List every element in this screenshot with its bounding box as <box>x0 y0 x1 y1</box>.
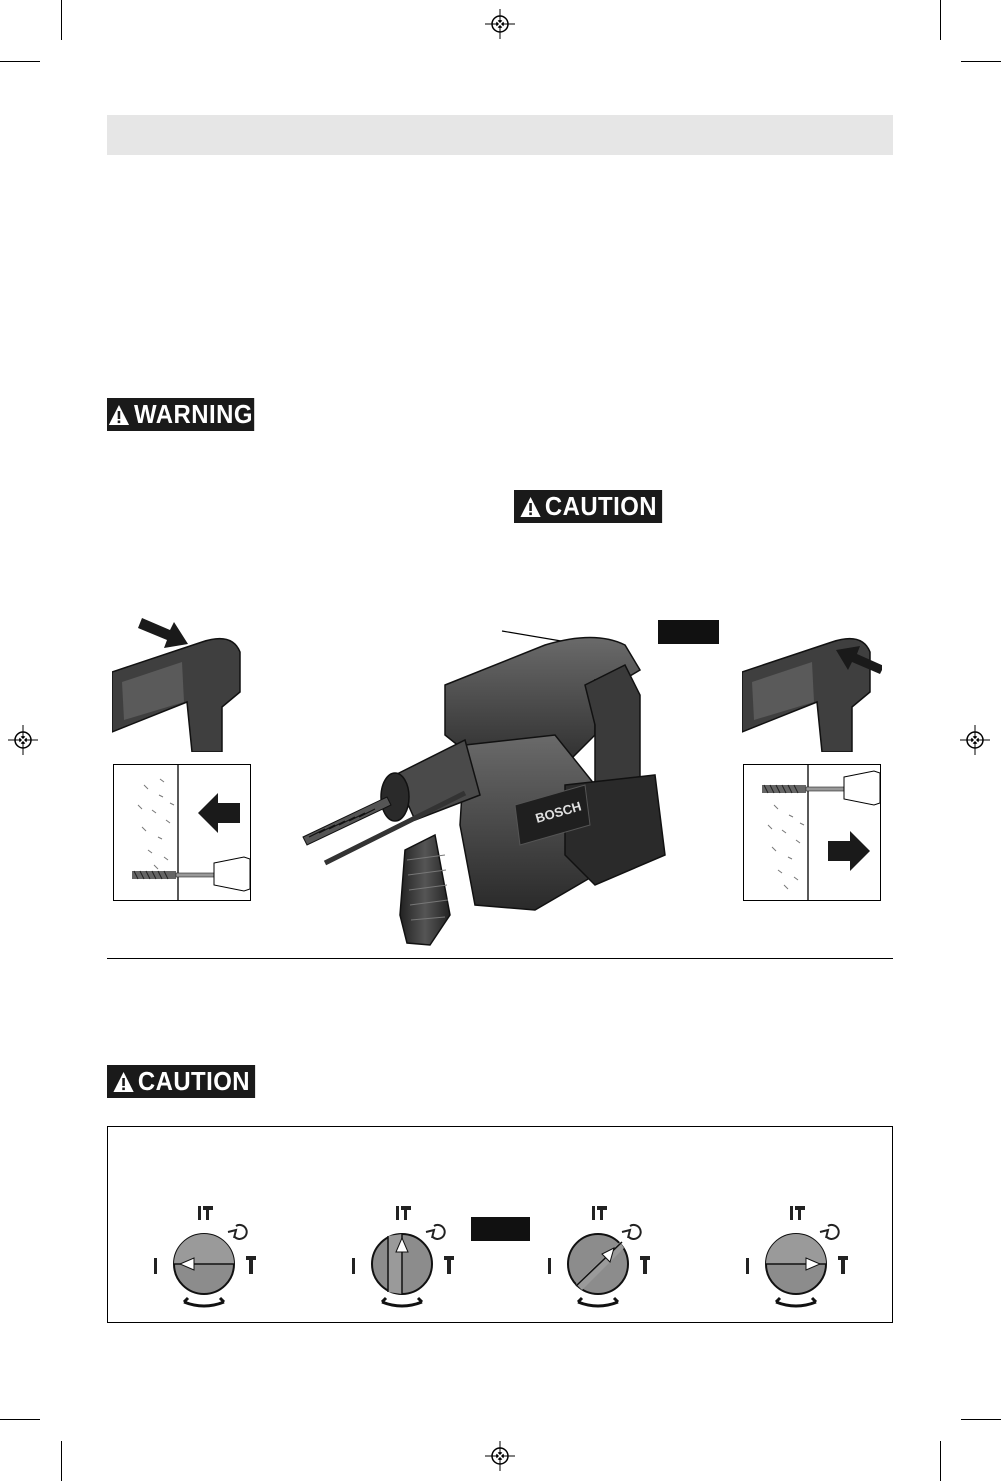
crop-mark <box>940 0 941 40</box>
warning-label: WARNING <box>134 399 253 429</box>
section-divider <box>107 958 893 959</box>
warning-triangle-icon <box>519 496 541 518</box>
crop-mark <box>961 61 1001 62</box>
rotation-icon <box>426 1225 445 1239</box>
mode-selector-dial-vario-lock <box>542 1198 662 1312</box>
caution-signal-word <box>107 1065 255 1098</box>
caution-signal-word <box>514 490 662 523</box>
drill-bit-icon <box>154 1258 157 1274</box>
chisel-icon <box>640 1256 650 1274</box>
push-arrow-icon <box>828 831 870 871</box>
mode-selector-dial-hammer-drilling <box>346 1198 466 1312</box>
crop-mark <box>61 0 62 40</box>
rotation-icon <box>820 1225 839 1239</box>
mode-button-inset-right <box>742 612 882 752</box>
hammer-icon <box>396 1206 411 1220</box>
mode-button-inset-left <box>112 612 252 752</box>
hammer-icon <box>198 1206 213 1220</box>
chisel-icon <box>246 1256 256 1274</box>
hammer-icon <box>592 1206 607 1220</box>
dust-diagram-inset-right <box>743 764 881 901</box>
drill-bit-icon <box>352 1258 355 1274</box>
mode-selector-dial-chiseling <box>740 1198 860 1312</box>
push-arrow-icon <box>198 793 240 833</box>
caution-label: CAUTION <box>137 1066 251 1096</box>
crop-mark <box>940 1441 941 1481</box>
crop-mark <box>61 1441 62 1481</box>
registration-mark-icon <box>960 725 990 755</box>
dust-diagram-inset-left <box>113 764 251 901</box>
drill-bit-icon <box>746 1258 749 1274</box>
registration-mark-icon <box>485 9 515 39</box>
rotation-icon <box>622 1225 641 1239</box>
warning-triangle-icon <box>108 404 130 426</box>
push-arrow-icon <box>138 618 188 648</box>
rotation-icon <box>228 1225 247 1239</box>
chisel-icon <box>838 1256 848 1274</box>
drill-bit-icon <box>548 1258 551 1274</box>
section-header-bar <box>107 115 893 155</box>
hammer-icon <box>790 1206 805 1220</box>
rotary-hammer-illustration <box>295 625 675 950</box>
mode-selector-dial-drilling <box>148 1198 268 1312</box>
caution-label: CAUTION <box>544 491 658 521</box>
tool-logo: BOSCH <box>533 798 583 826</box>
crop-mark <box>0 1419 40 1420</box>
crop-mark <box>0 61 40 62</box>
warning-triangle-icon <box>112 1071 134 1093</box>
crop-mark <box>961 1419 1001 1420</box>
registration-mark-icon <box>8 725 38 755</box>
registration-mark-icon <box>485 1441 515 1471</box>
chisel-icon <box>444 1256 454 1274</box>
warning-signal-word <box>107 398 254 431</box>
